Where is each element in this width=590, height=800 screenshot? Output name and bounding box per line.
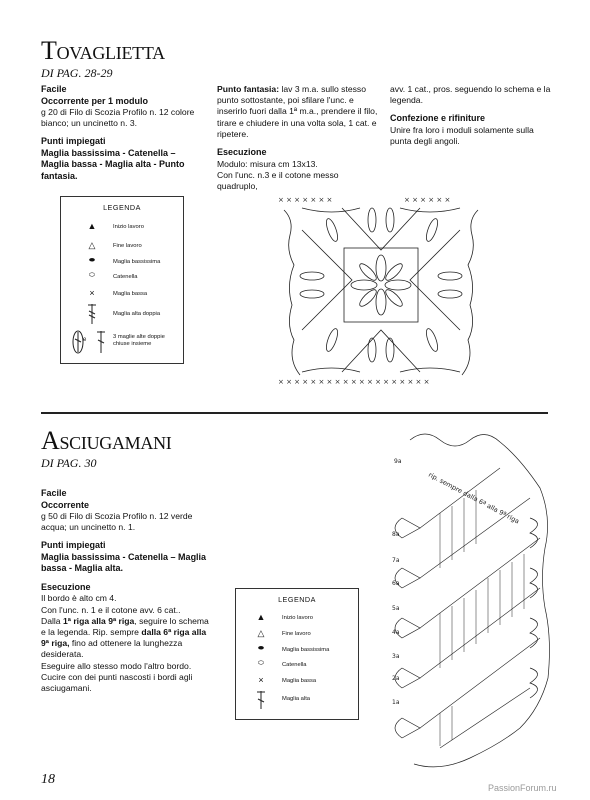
section2-title	[41, 428, 171, 454]
section1-materials-head: Occorrente per 1 modulo	[41, 95, 149, 106]
section2-subtitle: DI PAG. 30	[41, 456, 97, 470]
section1-fancy-head: Punto fantasia:	[217, 84, 280, 94]
section2-level: Facile	[41, 488, 67, 498]
legend-item-label: Catenella	[113, 274, 138, 280]
legend-item-label: Fine lavoro	[113, 243, 142, 249]
tablemat-crochet-diagram	[272, 190, 490, 390]
section1-title	[41, 38, 165, 64]
legend-item-label: Inizio lavoro	[113, 224, 144, 230]
section1-finish-text: Unire fra loro i moduli solamente sulla punta degli angoli.	[390, 124, 534, 147]
svg-text:× × × × × × ×: × × × × × × ×	[278, 196, 333, 204]
legend-title: LEGENDA	[103, 203, 141, 212]
single-crochet-icon: ×	[258, 675, 264, 685]
exec-p2-e: fino ad ottenere la lunghezza desiderata.	[41, 638, 183, 660]
exec-p2-d: dalla 6ª riga alla 9ª riga,	[41, 627, 207, 649]
slip-stitch-icon: ⬬	[89, 257, 95, 264]
row-label: 1a	[392, 699, 400, 706]
section1-exec-head: Esecuzione	[217, 147, 267, 158]
row-label: 6a	[392, 580, 400, 587]
chain-icon: ⬭	[89, 272, 95, 279]
double-crochet-icon	[87, 303, 97, 325]
section1-stitches-head: Punti impiegati	[41, 136, 106, 147]
section1-materials-text: g 20 di Filo di Scozia Profilo n. 12 colore bianco; un uncinetto n. 3.	[41, 107, 195, 129]
diagram-note: rip. sempre dalla 6ª alla 9ª riga	[427, 470, 521, 526]
section2-exec-paragraph	[41, 616, 211, 661]
section2-materials-head: Occorrente	[41, 499, 90, 510]
legend-item-label: Maglia bassa	[282, 678, 317, 684]
legend-item-label: Maglia bassa	[113, 291, 148, 297]
watermark: PassionForum.ru	[488, 783, 557, 793]
end-arrow-icon: △	[257, 628, 265, 638]
row-label: 2a	[392, 675, 400, 682]
legend-item-label: 3 maglie alte doppie chiuse insieme	[113, 334, 165, 347]
cluster-icon	[71, 329, 109, 355]
row-label: 8a	[392, 531, 400, 538]
section1-stitches-text: Maglia bassissima - Catenella – Maglia bassa - Maglia alta - Punto fantasia.	[41, 147, 185, 181]
slip-stitch-icon: ⬬	[258, 645, 264, 652]
legend-item-label: Fine lavoro	[282, 631, 311, 637]
section2-exec-p3: Eseguire allo stesso modo l'altro bordo. Cucire con dei punti nascosti i bordi agli asciugamani.	[41, 660, 193, 694]
section1-subtitle: DI PAG. 28-29	[41, 66, 113, 80]
section2-legend	[235, 588, 359, 720]
towel-border-crochet-diagram	[380, 428, 555, 773]
section2-stitches-head: Punti impiegati	[41, 540, 106, 551]
section2-exec-line: Con l'unc. n. 1 e il cotone avv. 6 cat..	[41, 604, 181, 615]
section1-col2	[217, 84, 379, 192]
section1-col3	[390, 84, 555, 147]
section1-fancy-text: lav 3 m.a. sullo stesso punto sottostante, poi sfilare l'unc. e inserirlo fuori dalla 1ª m.a., prendere il filo, tirare e chiudere in una volta sola, 1 cat. e ripetere.	[217, 84, 378, 139]
section1-finish-head: Confezione e rifiniture	[390, 113, 486, 124]
svg-text:× × × × × × × × × ×: × × × × × × × × × × × × × × × × × × ×	[278, 378, 430, 386]
cluster-e: e	[83, 337, 87, 343]
section2-materials-text: g 50 di Filo di Scozia Profilo n. 12 verde acqua; un uncinetto n. 1.	[41, 511, 193, 533]
section2-title-text: Asciugamani	[41, 426, 172, 455]
legend-item-label: Inizio lavoro	[282, 615, 313, 621]
section2-stitches-text: Maglia bassissima - Catenella – Maglia bassa - Maglia alta.	[41, 551, 207, 574]
chain-icon: ⬭	[258, 660, 264, 667]
section1-title-text: Tovaglietta	[41, 36, 165, 65]
legend-item-label: Catenella	[282, 662, 307, 668]
exec-p2-a: Dalla	[41, 615, 63, 626]
single-crochet-icon: ×	[89, 288, 95, 298]
section2-col1	[41, 488, 211, 694]
row-label: 4a	[392, 629, 400, 636]
section1-col1	[41, 84, 206, 182]
section-divider	[41, 412, 548, 414]
section1-col3-text: avv. 1 cat., pros. seguendo lo schema e la legenda.	[390, 84, 551, 106]
legend-item-label: Maglia bassissima	[282, 647, 330, 653]
legend-item-label: Maglia bassissima	[113, 259, 161, 265]
double-crochet-icon	[256, 690, 266, 710]
row-label: 5a	[392, 605, 400, 612]
svg-text:× × × × × ×: × × × × × ×	[404, 196, 451, 204]
page-number: 18	[41, 772, 55, 787]
row-label: 9a	[394, 458, 402, 465]
section2-exec-line: Il bordo è alto cm 4.	[41, 593, 117, 604]
section1-exec-text: Modulo: misura cm 13x13. Con l'unc. n.3 e il cotone messo quadruplo,	[217, 158, 339, 191]
start-arrow-icon: ▲	[87, 221, 97, 231]
legend-item-label: Maglia alta doppia	[113, 311, 161, 317]
start-arrow-icon: ▲	[256, 612, 266, 622]
end-arrow-icon: △	[88, 240, 96, 250]
row-label: 3a	[392, 653, 400, 660]
section1-level: Facile	[41, 84, 67, 94]
legend-title: LEGENDA	[278, 595, 316, 604]
section2-exec-head: Esecuzione	[41, 581, 91, 592]
exec-p2-c: , seguire lo schema e la legenda. Rip. sempre	[41, 615, 209, 638]
legend-item-label: Maglia alta	[282, 696, 311, 702]
exec-p2-b: 1ª riga alla 9ª riga	[62, 615, 135, 626]
row-label: 7a	[392, 557, 400, 564]
section1-legend	[60, 196, 184, 364]
